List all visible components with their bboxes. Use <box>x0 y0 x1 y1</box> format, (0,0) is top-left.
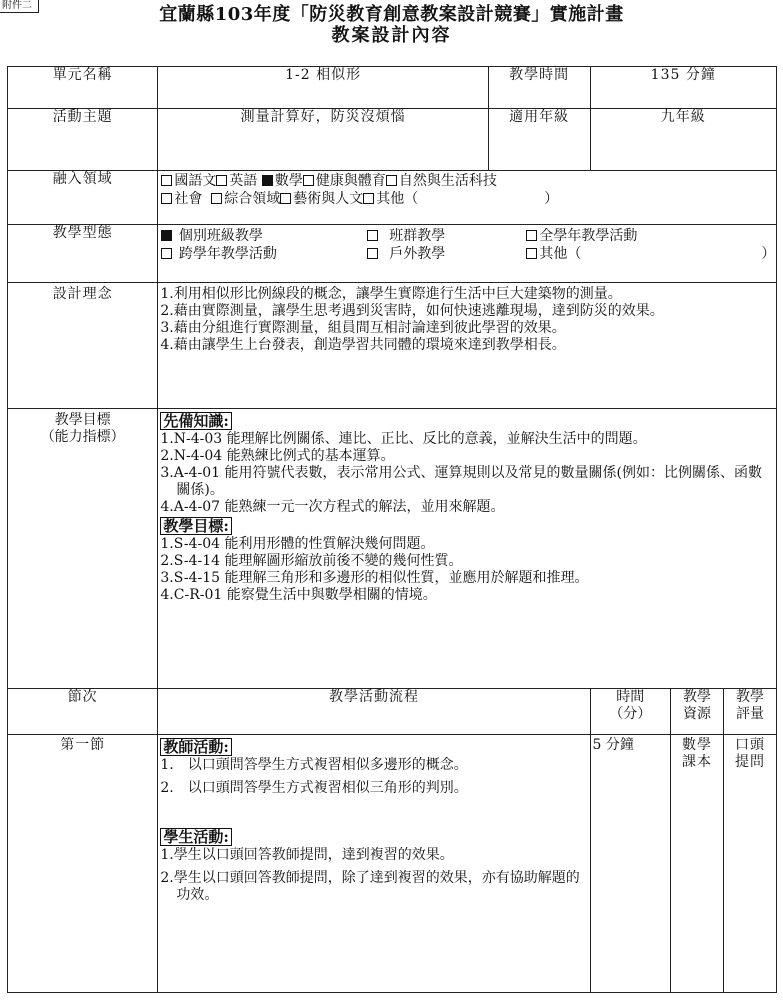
goals-label-line2: （能力指標） <box>40 429 125 445</box>
grade-label: 適用年級 <box>488 109 590 171</box>
session-1-flow <box>158 735 590 993</box>
fields-options <box>158 171 777 225</box>
field-option-math[interactable]: 數學 <box>262 173 303 189</box>
list-item: 1.利用相似形比例線段的概念，讓學生實際進行生活中巨大建築物的測量。 <box>160 286 622 302</box>
mode-option-cross-grade[interactable]: 跨學年教學活動 <box>161 246 276 263</box>
grade-value: 九年級 <box>590 109 776 171</box>
list-item: 2.學生以口頭回答教師提問，除了達到複習的效果，亦有協助解題的功效。 <box>160 870 580 903</box>
design-content <box>158 283 777 409</box>
checkbox-icon <box>526 230 537 241</box>
theme-label: 活動主題 <box>8 109 158 171</box>
list-item: 1. 以口頭問答學生方式複習相似多邊形的概念。 <box>160 757 468 773</box>
attachment-label: 附件二 <box>0 0 39 13</box>
flow-header: 教學活動流程 <box>158 689 590 735</box>
teaching-goals-list <box>160 536 774 604</box>
mode-options <box>158 225 777 283</box>
session-header: 節次 <box>8 689 158 735</box>
checkbox-icon <box>216 175 227 186</box>
checkbox-icon <box>303 175 314 186</box>
list-item: 2.S-4-14 能理解圖形縮放前後不變的幾何性質。 <box>160 553 463 569</box>
design-label: 設計理念 <box>8 283 158 409</box>
field-option-english[interactable]: 英語 <box>216 173 257 189</box>
checkbox-icon <box>161 175 172 186</box>
teaching-goals-heading: 教學目標: <box>160 517 232 535</box>
time-header: 時間 （分） <box>590 689 670 735</box>
field-option-social[interactable]: 社會 <box>161 191 202 207</box>
row-design-concept <box>8 283 777 409</box>
row-flow-header <box>8 689 777 735</box>
checkbox-icon <box>161 193 172 204</box>
session-1-name: 第一節 <box>8 735 158 993</box>
row-theme <box>8 109 777 171</box>
time-value: 135 分鐘 <box>590 67 776 109</box>
mode-option-other[interactable]: 其他（ <box>526 246 581 263</box>
mode-option-individual-class[interactable]: 個別班級教學 <box>161 228 262 245</box>
list-item: 3.A-4-01 能用符號代表數，表示常用公式、運算規則以及常見的數量關係(例如：比例關係、函數關係)。 <box>160 465 762 498</box>
row-session-1 <box>8 735 777 993</box>
mode-option-class-group[interactable]: 班群教學 <box>367 228 445 245</box>
checkbox-icon <box>211 193 222 204</box>
fields-row-1 <box>161 173 776 191</box>
mode-row-2 <box>161 246 776 264</box>
mode-row-1 <box>161 228 776 246</box>
list-item: 4.C-R-01 能察覺生活中與數學相關的情境。 <box>160 587 437 603</box>
list-item: 1.學生以口頭回答教師提問，達到複習的效果。 <box>160 847 454 863</box>
session-1-evaluation: 口頭 提問 <box>723 735 776 993</box>
field-option-integrative[interactable]: 綜合領域 <box>211 191 280 207</box>
unit-value: 1-2 相似形 <box>158 67 488 109</box>
student-activity-heading: 學生活動: <box>160 828 232 846</box>
checkbox-icon <box>363 193 374 204</box>
fields-label: 融入領域 <box>8 171 158 225</box>
prior-knowledge-list <box>160 431 774 516</box>
field-option-chinese[interactable]: 國語文 <box>161 173 216 189</box>
checkbox-icon <box>386 175 397 186</box>
checkbox-icon <box>161 248 172 259</box>
time-label: 教學時間 <box>488 67 590 109</box>
mode-label: 教學型態 <box>8 225 158 283</box>
list-item: 4.A-4-07 能熟練一元一次方程式的解法，並用來解題。 <box>160 499 505 515</box>
evaluation-header: 教學 評量 <box>723 689 776 735</box>
unit-label: 單元名稱 <box>8 67 158 109</box>
goals-label <box>8 409 158 689</box>
list-item: 3.藉由分組進行實際測量，組員間互相討論達到彼此學習的效果。 <box>160 320 566 336</box>
list-item: 1.N-4-03 能理解比例關係、連比、正比、反比的意義，並解決生活中的問題。 <box>160 431 647 447</box>
document-title: 宜蘭縣103年度「防災教育創意教案設計競賽」實施計畫 <box>159 4 624 25</box>
prior-knowledge-heading: 先備知識: <box>160 412 232 430</box>
mode-other-close: ） <box>761 246 776 262</box>
teacher-activity-heading: 教師活動: <box>160 738 232 756</box>
list-item: 1.S-4-04 能利用形體的性質解決幾何問題。 <box>160 536 435 552</box>
list-item: 3.S-4-15 能理解三角形和多邊形的相似性質，並應用於解題和推理。 <box>160 570 589 586</box>
field-option-arts[interactable]: 藝術與人文 <box>280 191 363 207</box>
list-item: 4.藉由讓學生上台發表，創造學習共同體的環境來達到教學相長。 <box>160 337 566 353</box>
checkbox-checked-icon <box>262 175 273 186</box>
field-option-science-tech[interactable]: 自然與生活科技 <box>386 173 497 189</box>
mode-option-whole-grade[interactable]: 全學年教學活動 <box>526 228 637 245</box>
resources-header: 教學 資源 <box>671 689 724 735</box>
row-teaching-mode <box>8 225 777 283</box>
list-item: 2.N-4-04 能熟練比例式的基本運算。 <box>160 448 395 464</box>
field-option-other[interactable]: 其他（ ） <box>363 191 558 207</box>
teacher-activity-list <box>160 757 585 797</box>
fields-row-2 <box>161 191 776 209</box>
checkbox-icon <box>280 193 291 204</box>
theme-value: 測量計算好，防災沒煩惱 <box>158 109 488 171</box>
list-item: 2.藉由實際測量，讓學生思考遇到災害時，如何快速逃離現場，達到防災的效果。 <box>160 303 664 319</box>
list-item: 2. 以口頭問答學生方式複習相似三角形的判別。 <box>160 780 468 796</box>
row-teaching-goals <box>8 409 777 689</box>
mode-option-outdoor[interactable]: 戶外教學 <box>367 246 445 263</box>
row-fields <box>8 171 777 225</box>
session-1-resources: 數學 課本 <box>671 735 724 993</box>
checkbox-checked-icon <box>161 230 172 241</box>
checkbox-icon <box>367 248 378 259</box>
design-list <box>160 286 774 354</box>
checkbox-icon <box>526 248 537 259</box>
goals-label-line1: 教學目標 <box>54 412 111 428</box>
lesson-plan-table <box>7 66 777 993</box>
field-option-health-pe[interactable]: 健康與體育 <box>303 173 386 189</box>
checkbox-icon <box>367 230 378 241</box>
document-subtitle: 教案設計內容 <box>331 25 452 46</box>
session-1-time: 5 分鐘 <box>590 735 670 993</box>
row-unit <box>8 67 777 109</box>
goals-content <box>158 409 777 689</box>
student-activity-list <box>160 847 585 904</box>
